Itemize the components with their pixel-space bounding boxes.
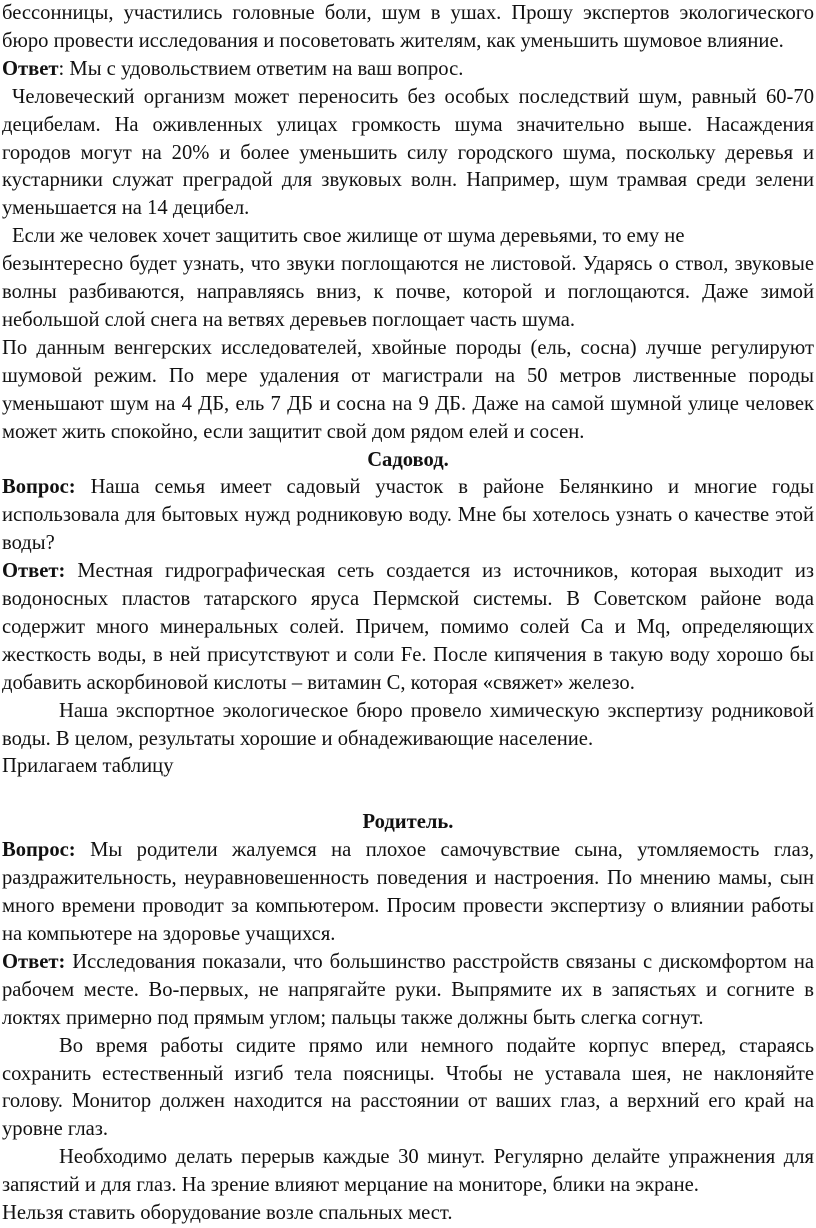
answer-text: Местная гидрографическая сеть создается из источников, которая выходит из водоносных пластов татарского яруса Пермской системы. В Советском районе вода содержит много минеральных солей. Причем, помимо солей Са и Мq, определяющих жесткость воды, в ней присутствуют и соли Fe. После кипячения в такую воду хорошо бы добавить аскорбиновой кислоты – витамин С, которая «свяжет» железо. [2, 560, 814, 694]
answer-text: : Мы с удовольствием ответим на ваш вопрос. [58, 57, 464, 80]
parent-paragraph-3: Нельзя ставить оборудование возле спальных мест. [2, 1202, 453, 1225]
gardener-answer [2, 558, 814, 698]
answer-label: Ответ: [2, 560, 66, 583]
answer-text: Исследования показали, что большинство расстройств связаны с дискомфортом на рабочем месте. Во-первых, не напрягайте руки. Выпрямите их в запястьях и согните в локтях примерно под прямым углом; пальцы также должны быть слегка согнут. [2, 950, 814, 1029]
parent-title: Родитель. [362, 811, 454, 834]
gardener-question [2, 474, 814, 558]
gardener-title: Садовод. [367, 448, 449, 471]
answer-label: Ответ [2, 57, 59, 80]
noise-question-tail: бессонницы, участились головные боли, шум в ушах. Прошу экспертов экологического бюро провести исследования и посоветовать жителям, как уменьшить шумовое влияние. [2, 2, 814, 52]
noise-paragraph-2: безынтересно будет узнать, что звуки поглощаются не листовой. Ударясь о ствол, звуковые волны разбиваются, направляясь вниз, к почве, которой и поглощаются. Даже зимой небольшой слой снега на ветвях деревьев поглощает часть шума. [2, 253, 814, 331]
question-text: Наша семья имеет садовый участок в районе Белянкино и многие годы использовала для бытовых нужд родниковую воду. Мне бы хотелось узнать о качестве этой воды? [2, 476, 814, 555]
section-spacer [2, 781, 814, 809]
parent-paragraph-2: Необходимо делать перерыв каждые 30 минут. Регулярно делайте упражнения для запястий и для глаз. На зрение влияют мерцание на мониторе, блики на экране. [2, 1146, 814, 1197]
parent-question [2, 837, 814, 949]
noise-paragraph-2-line-1: Если же человек хочет защитить свое жилище от шума деревьями, то ему не [12, 225, 685, 248]
noise-answer-intro [2, 56, 814, 84]
parent-paragraph-1: Во время работы сидите прямо или немного подайте корпус вперед, стараясь сохранить естественный изгиб тела поясницы. Чтобы не уставала шея, не наклоняйте голову. Монитор должен находится на расстоянии от ваших глаз, а верхний его край на уровне глаз. [2, 1034, 814, 1141]
question-label: Вопрос: [2, 839, 76, 862]
noise-paragraph-1: Человеческий организм может переносить без особых последствий шум, равный 60-70 децибелам. На оживленных улицах громкость шума значительно выше. Насаждения городов могут на 20% и более уменьшить силу городского шума, поскольку деревья и кустарники служат преградой для звуковых волн. Например, шум трамвая среди зелени уменьшается на 14 децибел. [2, 85, 814, 220]
question-text: Мы родители жалуемся на плохое самочувствие сына, утомляемость глаз, раздражительность, неуравновешенность поведения и настроения. По мнению мамы, сын много времени проводит за компьютером. Просим провести экспертизу о влиянии работы на компьютере на здоровье учащихся. [2, 839, 814, 945]
question-label: Вопрос: [2, 476, 76, 499]
parent-answer [2, 949, 814, 1033]
noise-paragraph-3: По данным венгерских исследователей, хвойные породы (ель, сосна) лучше регулируют шумовой режим. По мере удаления от магистрали на 50 метров лиственные породы уменьшают шум на 4 ДБ, ель 7 ДБ и сосна на 9 ДБ. Даже на самой шумной улице человек может жить спокойно, если защитит свой дом рядом елей и сосен. [2, 336, 814, 443]
answer-label: Ответ: [2, 950, 66, 973]
gardener-paragraph-1: Наша экспортное экологическое бюро провело химическую экспертизу родниковой воды. В целом, результаты хорошие и обнадеживающие население. [2, 699, 814, 750]
gardener-paragraph-2: Прилагаем таблицу [2, 755, 174, 778]
